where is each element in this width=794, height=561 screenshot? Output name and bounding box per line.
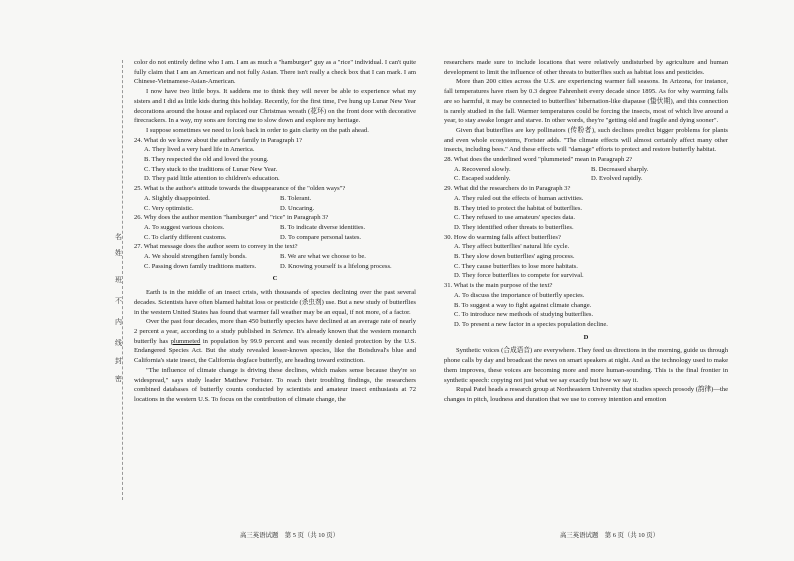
- question-31: 31. What is the main purpose of the text?: [444, 282, 553, 290]
- q30-option-b: B. They slow down butterflies' aging process.: [454, 253, 575, 261]
- question-30: 30. How do warming falls affect butterflies?: [444, 233, 561, 241]
- passage-c-paragraph-2: Over the past four decades, more than 450 butterfly species have declined at an average rate of nearly 2 percent a year, according to a study published in Science. It's already known that the western monarch butterfly has plummeted in population by 99.9 percent and was recently denied protection by the U.S. Endangered Species Act. But the study revealed lesser-known species, like the Boisduval's blue and California's state insect, the California dogface butterfly, are heading toward extinction.: [134, 318, 417, 365]
- question-27: 27. What message does the author seem to convey in the text?: [134, 243, 298, 251]
- q26-option-b: B. To indicate diverse identities.: [280, 223, 366, 231]
- q28-option-d: D. Evolved rapidly.: [591, 175, 643, 183]
- question-25: 25. What is the author's attitude towards the disappearance of the "olden ways"?: [134, 185, 346, 193]
- q28-option-c: C. Escaped suddenly.: [454, 175, 511, 183]
- margin-label-8: 密: [115, 375, 122, 383]
- q24-option-b: B. They respected the old and loved the young.: [144, 156, 269, 164]
- margin-label-6: 线: [115, 339, 122, 347]
- science-journal-name: Science: [272, 327, 293, 335]
- passage-b-paragraph-4: I now have two little boys. It saddens me to think they will never be able to experience what my sisters and I did as little kids during this holiday. Recently, for the first time, I've hung up Lunar New Year decorations around the house and replaced our Christmas wreath (花环) on the front door with decorative firecrackers. In a way, my sons are forcing me to slow down and explore my heritage.: [134, 88, 416, 125]
- underlined-word-plummeted: plummeted: [170, 337, 201, 345]
- q24-option-a: A. They lived a very hard life in America.: [144, 146, 255, 154]
- margin-label-4: 不: [115, 297, 122, 305]
- margin-label-2: 姓: [115, 249, 122, 257]
- passage-b-paragraph-5: I suppose sometimes we need to look back in order to gain clarity on the path ahead.: [146, 126, 369, 134]
- q30-option-a: A. They affect butterflies' natural life cycle.: [454, 243, 570, 251]
- question-26: 26. Why does the author mention "hamburger" and "rice" in Paragraph 3?: [134, 214, 329, 222]
- q31-option-d: D. To present a new factor in a species population decline.: [454, 320, 608, 328]
- q24-option-d: D. They paid little attention to children's education.: [144, 175, 280, 183]
- passage-c-paragraph-1: Earth is in the middle of an insect crisis, with thousands of species declining over the past several decades. Scientists have often blamed habitat loss or pesticide (杀虫剂) use. But a new study of butterflies in the western United States has found that warmer fall weather may be an equal, if not more, of a factor.: [134, 289, 416, 316]
- section-c-heading: C: [272, 275, 278, 283]
- binding-line: [122, 60, 123, 500]
- q25-option-a: A. Slightly disappointed.: [144, 194, 210, 202]
- q31-option-b: B. To suggest a way to fight against climate change.: [454, 301, 592, 309]
- q24-option-c: C. They stuck to the traditions of Lunar New Year.: [144, 165, 278, 173]
- q29-option-c: C. They refused to use amateurs' species data.: [454, 214, 575, 222]
- q29-option-d: D. They identified other threats to butterflies.: [454, 223, 574, 231]
- q27-option-d: D. Knowing yourself is a lifelong process.: [280, 262, 392, 270]
- q26-option-d: D. To compare personal tastes.: [280, 233, 362, 241]
- page-footer-left: 高三英语试题 第 5 页（共 10 页）: [240, 532, 340, 539]
- q31-option-c: C. To introduce new methods of studying butterflies.: [454, 311, 594, 319]
- passage-c-paragraph-4: More than 200 cities across the U.S. are experiencing warmer fall seasons. In Arizona, for instance, fall temperatures have risen by 0.3 degree Fahrenheit every decade since 1895. As for why warming falls are so harmful, it may be connected to butterflies' hibernation-like diapause (蛰伏期), and this connection is rarely studied in the fall. Warmer temperatures could be forcing the insects, most of which live around a year, to stay awake longer and starve. In other words, they're "getting old and fragile and dying sooner".: [444, 78, 728, 125]
- section-d-heading: D: [583, 333, 589, 341]
- left-column: [134, 58, 416, 405]
- q26-option-c: C. To clarify different customs.: [144, 233, 227, 241]
- q27-option-b: B. We are what we choose to be.: [280, 253, 366, 261]
- right-column: [444, 58, 728, 405]
- passage-c-paragraph-3-cont: researchers made sure to include locations that were relatively undisturbed by agriculture and human development to limit the influence of other threats to butterflies such as habitat loss and pesticides.: [444, 59, 728, 76]
- q30-option-c: C. They cause butterflies to lose more habitats.: [454, 262, 578, 270]
- q28-option-b: B. Decreased sharply.: [591, 165, 649, 173]
- q31-option-a: A. To discuss the importance of butterfly species.: [454, 291, 585, 299]
- q28-option-a: A. Recovered slowly.: [454, 165, 511, 173]
- q29-option-b: B. They tried to protect the habitat of butterflies.: [454, 204, 583, 212]
- q29-option-a: A. They ruled out the effects of human activities.: [454, 194, 584, 202]
- passage-b-paragraph-3: color do not entirely define who I am. I am as much a "hamburger" guy as a "rice" individual. I can't quite fully claim that I am an American and not fully Asian. There isn't really a check box that I can mark. I am Chinese-Vietnamese-Asian-American.: [134, 59, 416, 86]
- margin-label-3: 班: [115, 276, 122, 284]
- q25-option-d: D. Uncaring.: [280, 204, 315, 212]
- question-28: 28. What does the underlined word "plummeted" mean in Paragraph 2?: [444, 156, 633, 164]
- q27-option-c: C. Passing down family traditions matters.: [144, 262, 257, 270]
- q25-option-c: C. Very optimistic.: [144, 204, 194, 212]
- q30-option-d: D. They force butterflies to compete for survival.: [454, 272, 584, 280]
- margin-label-5: 内: [115, 318, 122, 326]
- passage-d-paragraph-1: Synthetic voices (合成语音) are everywhere. They feed us directions in the morning, guide us through phone calls by day and broadcast the news on smart speakers at night. And as the technology used to make them improves, these voices are becoming more and more human-sounding. This is the final frontier in synthetic speech: copying not just what we say exactly but how we say it.: [444, 347, 728, 384]
- question-29: 29. What did the researchers do in Paragraph 3?: [444, 185, 571, 193]
- passage-d-paragraph-2: Rupal Patel heads a research group at Northeastern University that studies speech prosody (韵律)—the changes in pitch, loudness and duration that we use to convey intention and emotion: [444, 386, 728, 403]
- q27-option-a: A. We should strengthen family bonds.: [144, 253, 247, 261]
- q26-option-a: A. To suggest various choices.: [144, 223, 225, 231]
- margin-label-7: 封: [115, 357, 122, 365]
- question-24: 24. What do we know about the author's family in Paragraph 1?: [134, 136, 303, 144]
- page-footer-right: 高三英语试题 第 6 页（共 10 页）: [560, 532, 660, 539]
- passage-c-paragraph-5: Given that butterflies are key pollinators (传粉者), such declines predict bigger problems for plants and even whole ecosystems, Forister adds. "The climate effects will almost certainly affect many other insects, including bees." And these effects will "damage" efforts to protect and restore butterfly habitat.: [444, 126, 728, 154]
- q25-option-b: B. Tolerant.: [280, 194, 312, 202]
- passage-c-paragraph-3: "The influence of climate change is driving these declines, which makes sense because they're so widespread," says study leader Matthew Forister. To reach their troubling findings, the researchers combined databases of butterfly counts conducted by scientists and amateur insect enthusiasts at 72 locations in the western U.S. To focus on the contribution of climate change, the: [134, 366, 416, 403]
- margin-label-1: 名: [115, 233, 122, 241]
